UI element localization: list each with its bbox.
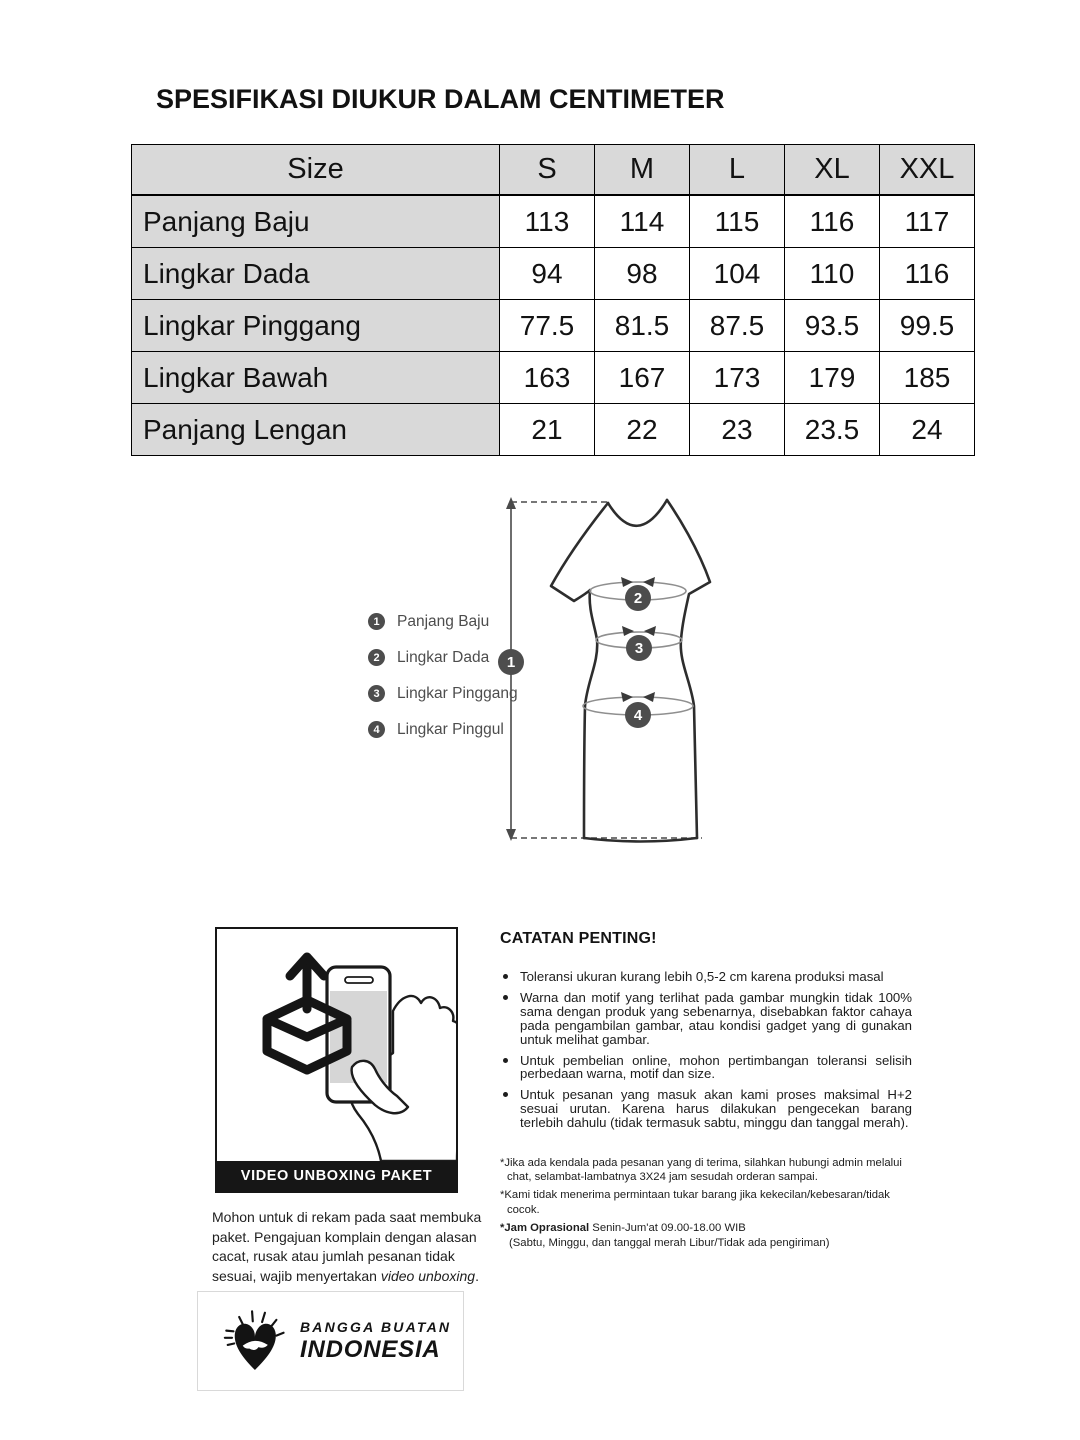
measurement-legend (368, 613, 518, 738)
waist-marker-number: 3 (634, 640, 644, 657)
size-value: 116 (785, 195, 880, 248)
legend-number-badge: 4 (368, 721, 385, 738)
legend-label: Lingkar Dada (397, 648, 490, 666)
size-value: 22 (595, 404, 690, 456)
measure-arrow-top (506, 497, 516, 509)
legend-number-badge: 1 (368, 613, 385, 630)
size-header-l: L (690, 145, 785, 196)
footnote: *Jam Oprasional Senin-Jum'at 09.00-18.00 WIB (500, 1221, 746, 1234)
size-value: 167 (595, 352, 690, 404)
unboxing-note-italic: video unboxing (380, 1267, 476, 1284)
legend-label: Panjang Baju (397, 612, 490, 630)
phone-speaker (345, 977, 373, 983)
size-value: 77.5 (500, 300, 595, 352)
catatan-bullet: Warna dan motif yang terlihat pada gambar mungkin tidak 100% sama dengan produk yang sebenarnya, disebabkan faktor cahaya pada pengambilan gambar, atau kondisi gadget yang di gunakan untuk melihat gambar. (500, 991, 912, 1047)
table-row (132, 352, 975, 404)
footnote: *Jika ada kendala pada pesanan yang di terima, silahkan hubungi admin melalui chat, selambat-lambatnya 3X24 jam sesudah orderan sampai. (500, 1157, 902, 1184)
size-value: 117 (880, 195, 975, 248)
chest-marker-number: 2 (633, 590, 643, 607)
catatan-bullet: Untuk pembelian online, mohon pertimbangan toleransi selisih perbedaan warna, motif dan size. (500, 1054, 912, 1082)
footnote: (Sabtu, Minggu, dan tanggal merah Libur/Tidak ada pengiriman) (509, 1237, 830, 1250)
size-header-xxl: XXL (880, 145, 975, 196)
size-header-m: M (595, 145, 690, 196)
size-header-s: S (500, 145, 595, 196)
table-row (132, 195, 975, 248)
size-value: 115 (690, 195, 785, 248)
video-unboxing-banner: VIDEO UNBOXING PAKET (217, 1161, 456, 1191)
legend-item (368, 685, 518, 702)
hip-marker-number: 4 (633, 707, 643, 724)
footnote: *Kami tidak menerima permintaan tukar barang jika kekecilan/kebesaran/tidak cocok. (500, 1189, 890, 1216)
logo-line-2: INDONESIA (300, 1335, 441, 1363)
dress-outline (551, 500, 710, 842)
catatan-bullet: Toleransi ukuran kurang lebih 0,5-2 cm karena produksi masal (500, 970, 912, 984)
legend-number-badge: 3 (368, 685, 385, 702)
size-value: 87.5 (690, 300, 785, 352)
legend-item (368, 649, 518, 666)
legend-label: Lingkar Pinggang (397, 684, 518, 702)
video-unboxing-card (215, 927, 458, 1193)
table-row (132, 300, 975, 352)
size-value: 81.5 (595, 300, 690, 352)
legend-item (368, 721, 518, 738)
size-value: 179 (785, 352, 880, 404)
catatan-section (500, 930, 912, 1254)
unboxing-note-text: Mohon untuk di rekam pada saat membuka paket. Pengajuan komplain dengan alasan cacat, rusak atau jumlah pesanan tidak sesuai, wajib menyertakan (212, 1209, 482, 1284)
footnotes (500, 1156, 918, 1250)
table-row (132, 248, 975, 300)
size-value: 23 (690, 404, 785, 456)
marker-badges (498, 585, 652, 728)
logo-line-1: BANGGA BUATAN (300, 1318, 452, 1335)
bangga-buatan-indonesia-logo (197, 1291, 464, 1391)
measure-arrow-bottom (506, 829, 516, 841)
row-label: Panjang Lengan (132, 404, 500, 456)
length-marker-number: 1 (506, 654, 516, 671)
row-label: Panjang Baju (132, 195, 500, 248)
unboxing-note (212, 1208, 482, 1286)
size-value: 24 (880, 404, 975, 456)
catatan-bullet: Untuk pesanan yang masuk akan kami proses maksimal H+2 sesuai urutan. Karena harus dilakukan pengecekan barang terlebih dahulu (tidak termasuk sabtu, minggu dan tanggal merah). (500, 1088, 912, 1130)
size-value: 93.5 (785, 300, 880, 352)
catatan-heading: CATATAN PENTING! (500, 930, 657, 947)
size-value: 23.5 (785, 404, 880, 456)
legend-label: Lingkar Pinggul (397, 720, 504, 738)
size-value: 114 (595, 195, 690, 248)
logo-text (300, 1319, 451, 1364)
row-label: Lingkar Pinggang (132, 300, 500, 352)
legend-item (368, 613, 518, 630)
size-value: 173 (690, 352, 785, 404)
size-table (131, 144, 975, 456)
size-value: 99.5 (880, 300, 975, 352)
length-measure-line (511, 502, 702, 838)
row-label: Lingkar Dada (132, 248, 500, 300)
size-value: 104 (690, 248, 785, 300)
size-value: 110 (785, 248, 880, 300)
unboxing-illustration (217, 929, 456, 1161)
page-title: SPESIFIKASI DIUKUR DALAM CENTIMETER (156, 84, 725, 114)
size-value: 163 (500, 352, 595, 404)
heart-logo-icon (222, 1304, 290, 1378)
size-value: 113 (500, 195, 595, 248)
legend-number-badge: 2 (368, 649, 385, 666)
row-label: Lingkar Bawah (132, 352, 500, 404)
size-value: 185 (880, 352, 975, 404)
table-row (132, 404, 975, 456)
size-value: 98 (595, 248, 690, 300)
unboxing-note-suffix: . (475, 1267, 479, 1284)
size-value: 21 (500, 404, 595, 456)
size-value: 94 (500, 248, 595, 300)
size-header-xl: XL (785, 145, 880, 196)
size-column-header: Size (132, 145, 500, 196)
catatan-list (500, 970, 912, 1130)
table-header-row (132, 145, 975, 196)
size-value: 116 (880, 248, 975, 300)
